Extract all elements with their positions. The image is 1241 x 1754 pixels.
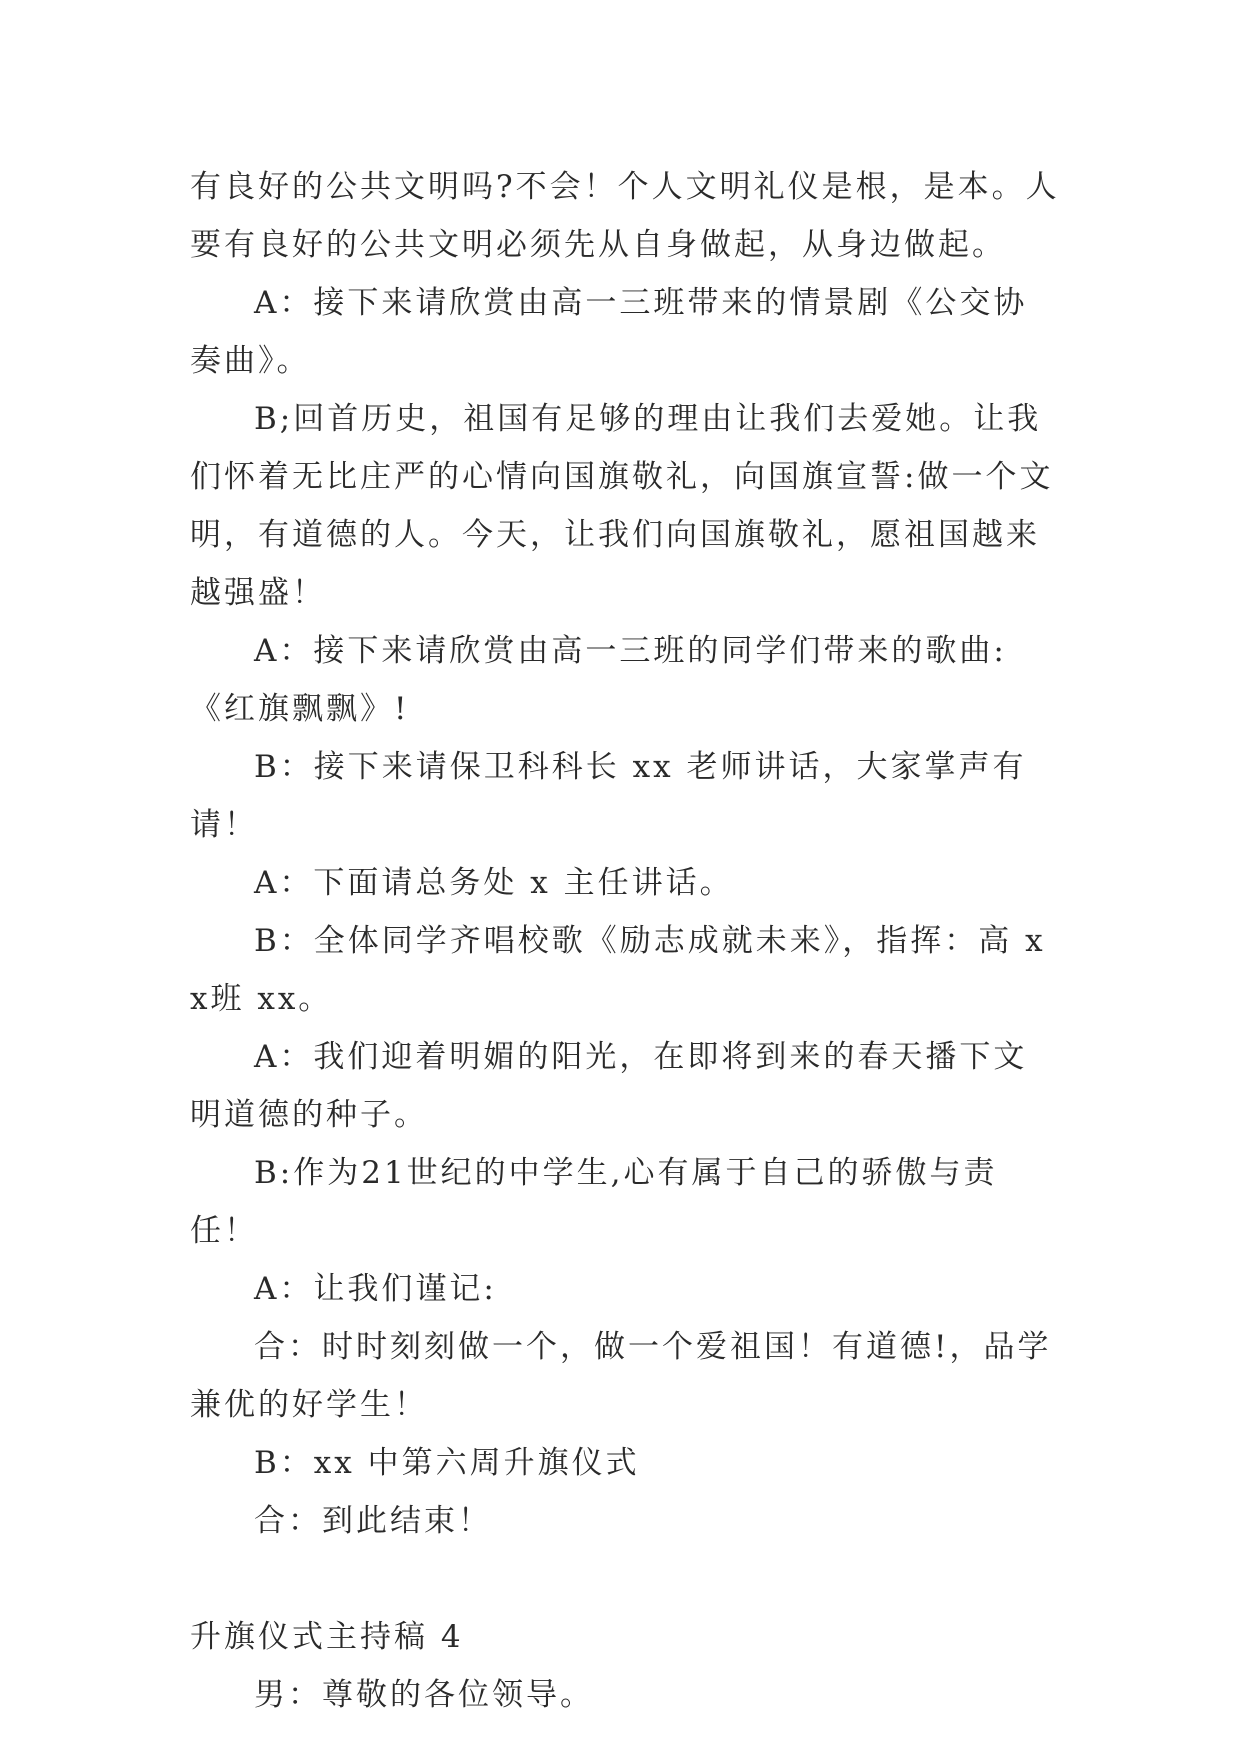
paragraph: A：让我们谨记:: [254, 1271, 497, 1307]
paragraph: A：我们迎着明媚的阳光，在即将到来的春天播下文明道德的种子。: [190, 1039, 1028, 1133]
paragraph: 合：到此结束！: [254, 1503, 492, 1539]
document-body: [190, 158, 1060, 1724]
paragraph: B：xx 中第六周升旗仪式: [254, 1445, 640, 1481]
paragraph: 有良好的公共文明吗?不会！个人文明礼仪是根，是本。人要有良好的公共文明必须先从自身做起，从身边做起。: [190, 169, 1060, 263]
paragraph: A：接下来请欣赏由高一三班的同学们带来的歌曲:《红旗飘飘》!: [190, 633, 1007, 727]
paragraph: B：接下来请保卫科科长 xx 老师讲话，大家掌声有请！: [190, 749, 1027, 843]
paragraph: B：全体同学齐唱校歌《励志成就未来》，指挥：高 xx班 xx。: [190, 923, 1046, 1017]
paragraph: 男：尊敬的各位领导。: [254, 1677, 594, 1713]
paragraph: 合：时时刻刻做一个，做一个爱祖国！有道德!，品学兼优的好学生！: [190, 1329, 1052, 1423]
paragraph: B:作为21世纪的中学生,心有属于自己的骄傲与责任！: [190, 1155, 998, 1249]
paragraph: B;回首历史，祖国有足够的理由让我们去爱她。让我们怀着无比庄严的心情向国旗敬礼，向国旗宣誓:做一个文明，有道德的人。今天，让我们向国旗敬礼，愿祖国越来越强盛！: [190, 401, 1054, 611]
paragraph: A：下面请总务处 x 主任讲话。: [254, 865, 734, 901]
paragraph: A：接下来请欣赏由高一三班带来的情景剧《公交协奏曲》。: [190, 285, 1028, 379]
section-title: 升旗仪式主持稿 4: [190, 1619, 464, 1655]
